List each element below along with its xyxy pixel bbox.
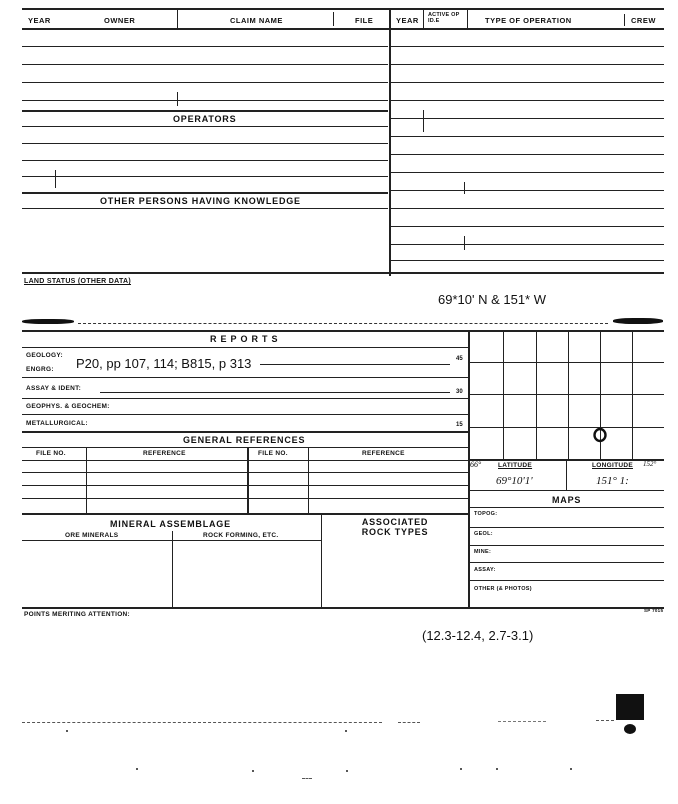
- report-line: [22, 398, 468, 399]
- header-year: YEAR: [28, 16, 51, 25]
- speck: [252, 770, 254, 772]
- black-marker: [616, 694, 644, 720]
- mineral-col-rock: ROCK FORMING, ETC.: [203, 532, 279, 539]
- speck: [136, 768, 138, 770]
- row-line: [22, 176, 388, 177]
- gr-header-file-no-1: FILE NO.: [36, 450, 66, 457]
- header-bottom-border: [22, 28, 664, 30]
- col-line: [464, 236, 465, 250]
- col-line: [55, 170, 56, 188]
- reports-title: REPORTS: [210, 334, 282, 344]
- gr-row: [22, 485, 468, 486]
- general-references-line: [22, 447, 468, 448]
- header-sep: [624, 14, 625, 26]
- speck: [570, 768, 572, 770]
- gr-row: [22, 498, 468, 499]
- mineral-col-ore: ORE MINERALS: [65, 532, 119, 539]
- header-year-2: YEAR: [396, 16, 419, 25]
- land-status-label: LAND STATUS (OTHER DATA): [24, 278, 132, 285]
- divider-dashes: [78, 323, 608, 324]
- gr-header-reference-2: REFERENCE: [362, 450, 405, 457]
- row-line: [22, 160, 388, 161]
- header-sep: [333, 12, 334, 26]
- report-num-engrg: 45: [456, 356, 463, 362]
- report-num-assay: 30: [456, 389, 463, 395]
- report-label-geophys: GEOPHYS. & GEOCHEM:: [26, 403, 110, 410]
- row-line-right: [391, 244, 664, 245]
- col-line: [177, 92, 178, 106]
- maps-line: [468, 527, 664, 528]
- faint-line: [302, 778, 312, 779]
- row-line-right: [391, 118, 664, 119]
- speck: [345, 730, 347, 732]
- header-claim-name: CLAIM NAME: [230, 16, 283, 25]
- gr-header-bottom: [22, 460, 468, 461]
- grid-row: [468, 394, 664, 395]
- grid-row: [468, 427, 664, 428]
- faint-line: [22, 722, 382, 723]
- longitude-value: 151° 1:: [596, 475, 629, 487]
- report-line: [22, 431, 468, 433]
- reports-title-line: [22, 347, 468, 348]
- grid-col: [503, 330, 504, 460]
- report-label-metallurgical: METALLURGICAL:: [26, 420, 88, 427]
- gr-header-reference-1: REFERENCE: [143, 450, 186, 457]
- longitude-suffix: 152°: [643, 460, 657, 468]
- report-line: [22, 414, 468, 415]
- row-line: [22, 46, 388, 47]
- maps-line: [468, 580, 664, 581]
- maps-assay: ASSAY:: [474, 567, 496, 573]
- mineral-assemblage-title: MINERAL ASSEMBLAGE: [110, 519, 231, 529]
- location-circle-icon: [592, 427, 608, 443]
- header-active: ACTIVE OP ID.E: [428, 12, 460, 24]
- speck: [460, 768, 462, 770]
- latitude-value: 69°10'1': [496, 475, 533, 487]
- faint-line: [498, 721, 546, 722]
- header-crew: CREW: [631, 16, 656, 25]
- row-line-right: [391, 172, 664, 173]
- speck: [496, 768, 498, 770]
- row-line: [22, 208, 388, 209]
- row-line-right: [391, 82, 664, 83]
- mineral-col: [172, 531, 173, 607]
- row-line: [22, 126, 388, 127]
- row-line: [22, 100, 388, 101]
- row-line-right: [391, 64, 664, 65]
- header-sep: [423, 10, 424, 28]
- reports-bottom: [22, 607, 664, 609]
- speck: [346, 770, 348, 772]
- row-line: [22, 82, 388, 83]
- maps-title-line: [468, 507, 664, 508]
- grid-col: [568, 330, 569, 460]
- row-line: [22, 64, 388, 65]
- report-line: [260, 364, 450, 365]
- assoc-divider: [321, 513, 322, 607]
- row-line-right: [391, 46, 664, 47]
- col-line: [464, 182, 465, 194]
- operators-label: OPERATORS: [173, 114, 237, 124]
- maps-other: OTHER (& PHOTOS): [474, 586, 532, 592]
- row-line-right: [391, 154, 664, 155]
- grid-row: [468, 362, 664, 363]
- report-num-metallurgical: 15: [456, 422, 463, 428]
- gr-header-file-no-2: FILE NO.: [258, 450, 288, 457]
- grid-col: [536, 330, 537, 460]
- report-line: [100, 392, 450, 393]
- top-border: [22, 8, 664, 10]
- row-line-right: [391, 136, 664, 137]
- maps-mine: MINE:: [474, 549, 492, 555]
- grid-col: [632, 330, 633, 460]
- top-table-bottom: [22, 272, 664, 274]
- points-meriting-attention-label: POINTS MERITING ATTENTION:: [24, 611, 131, 618]
- report-label-assay: ASSAY & IDENT:: [26, 385, 82, 392]
- gr-col: [308, 447, 309, 513]
- typed-range: (12.3-12.4, 2.7-3.1): [422, 628, 534, 643]
- row-line: [22, 143, 388, 144]
- maps-topog: TOPOG:: [474, 511, 498, 517]
- header-owner: OWNER: [104, 16, 136, 25]
- gr-col: [86, 447, 87, 513]
- header-file: FILE: [355, 16, 374, 25]
- faint-line: [596, 720, 614, 721]
- header-sep: [467, 10, 468, 28]
- other-persons-label: OTHER PERSONS HAVING KNOWLEDGE: [100, 196, 301, 206]
- maps-line: [468, 562, 664, 563]
- report-value-geology: P20, pp 107, 114; B815, p 313: [76, 356, 252, 371]
- gr-col: [247, 447, 249, 513]
- form-code: SP 7015: [644, 608, 664, 613]
- associated-rock-types-title: ASSOCIATED ROCK TYPES: [361, 517, 429, 537]
- latlong-sep: [566, 459, 567, 490]
- col-line: [423, 110, 424, 132]
- header-sep: [177, 8, 178, 30]
- latitude-label: LATITUDE: [498, 462, 533, 469]
- longitude-label: LONGITUDE: [592, 462, 633, 469]
- maps-geol: GEOL:: [474, 531, 493, 537]
- latitude-prefix: 66°: [470, 460, 482, 469]
- ink-smudge: [22, 319, 74, 324]
- report-label-engrg: ENGRG:: [26, 366, 54, 373]
- black-marker-dot: [624, 724, 636, 734]
- maps-title: MAPS: [552, 495, 582, 505]
- center-divider: [389, 8, 391, 276]
- gr-row: [22, 472, 468, 473]
- maps-line: [468, 545, 664, 546]
- coordinates-typed: 69*10' N & 151* W: [438, 292, 546, 307]
- row-line-right: [391, 208, 664, 209]
- other-persons-line: [22, 192, 388, 194]
- gr-bottom: [22, 513, 468, 515]
- header-type-of-operation: TYPE OF OPERATION: [485, 16, 572, 25]
- row-line-right: [391, 190, 664, 191]
- row-line-right: [391, 260, 664, 261]
- general-references-title: GENERAL REFERENCES: [183, 435, 306, 445]
- ink-smudge: [613, 318, 663, 324]
- report-line: [22, 377, 468, 378]
- row-line-right: [391, 226, 664, 227]
- report-label-geology: GEOLOGY:: [26, 352, 63, 359]
- faint-line: [398, 722, 420, 723]
- row-line-right: [391, 100, 664, 101]
- latlong-bottom: [468, 490, 664, 491]
- operators-line: [22, 110, 388, 112]
- speck: [66, 730, 68, 732]
